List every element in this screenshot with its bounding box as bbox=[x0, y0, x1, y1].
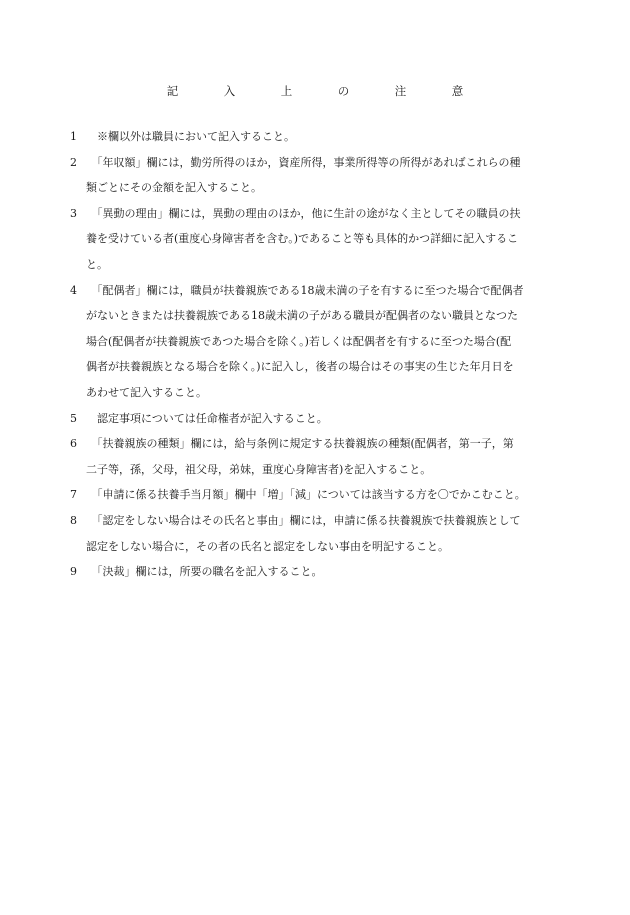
note-text bbox=[86, 150, 562, 201]
note-number: 4 bbox=[70, 283, 77, 297]
note-item bbox=[70, 124, 562, 150]
note-text bbox=[86, 431, 562, 482]
note-line: 二子等，孫，父母，祖父母，弟妹，重度心身障害者)を記入すること。 bbox=[86, 462, 432, 476]
note-number: 6 bbox=[70, 437, 77, 451]
note-text bbox=[86, 559, 562, 585]
note-line: 場合(配偶者が扶養親族であつた場合を除く。)若しくは配偶者を有するに至つた場合(配 bbox=[86, 334, 512, 348]
note-item bbox=[70, 431, 562, 482]
note-line: 「決裁」欄には，所要の職名を記入すること。 bbox=[86, 565, 323, 579]
note-line: 養を受けている者(重度心身障害者を含む。)であること等も具体的かつ詳細に記入するこ bbox=[86, 232, 519, 246]
document-title: 記 入 上 の 注 意 bbox=[166, 84, 481, 98]
note-number: 2 bbox=[70, 155, 77, 169]
note-number: 8 bbox=[70, 513, 77, 527]
note-item bbox=[70, 508, 562, 559]
note-text bbox=[86, 278, 562, 406]
note-number: 1 bbox=[70, 130, 77, 143]
note-text bbox=[86, 482, 562, 508]
note-line: 「扶養親族の種類」欄には，給与条例に規定する扶養親族の種類(配偶者，第一子，第 bbox=[86, 437, 514, 451]
note-number: 9 bbox=[70, 565, 77, 579]
note-line: 「配偶者」欄には，職員が扶養親族である18歳未満の子を有するに至つた場合で配偶者 bbox=[86, 283, 524, 297]
note-number: 7 bbox=[70, 488, 77, 502]
note-line: 認定事項については任命権者が記入すること。 bbox=[86, 411, 328, 425]
notes-list bbox=[70, 124, 562, 585]
note-text bbox=[86, 406, 562, 432]
note-line: あわせて記入すること。 bbox=[86, 385, 207, 399]
note-line: 「認定をしない場合はその氏名と事由」欄には，申請に係る扶養親族で扶養親族として bbox=[86, 513, 521, 527]
note-line: と。 bbox=[86, 257, 108, 271]
note-item bbox=[70, 201, 562, 278]
note-line: ※欄以外は職員において記入すること。 bbox=[86, 130, 295, 143]
note-number: 5 bbox=[70, 411, 77, 425]
note-item bbox=[70, 406, 562, 432]
note-item bbox=[70, 278, 562, 406]
note-line: 類ごとにその金額を記入すること。 bbox=[86, 181, 262, 195]
note-number: 3 bbox=[70, 206, 77, 220]
note-item bbox=[70, 559, 562, 585]
note-line: がないときまたは扶養親族である18歳未満の子がある職員が配偶者のない職員となつた bbox=[86, 309, 518, 323]
note-text bbox=[86, 201, 562, 278]
note-line: 「申請に係る扶養手当月額」欄中「増」「減」については該当する方を〇でかこむこと。 bbox=[86, 488, 526, 502]
note-text bbox=[86, 124, 562, 150]
note-line: 認定をしない場合に，その者の氏名と認定をしない事由を明記すること。 bbox=[86, 539, 449, 553]
note-text bbox=[86, 508, 562, 559]
note-line: 「異動の理由」欄には，異動の理由のほか，他に生計の途がなく主としてその職員の扶 bbox=[86, 206, 521, 220]
note-line: 偶者が扶養親族となる場合を除く。)に記入し，後者の場合はその事実の生じた年月日を bbox=[86, 360, 514, 374]
note-item bbox=[70, 482, 562, 508]
note-line: 「年収額」欄には，勤労所得のほか，資産所得，事業所得等の所得があればこれらの種 bbox=[86, 155, 521, 169]
note-item bbox=[70, 150, 562, 201]
